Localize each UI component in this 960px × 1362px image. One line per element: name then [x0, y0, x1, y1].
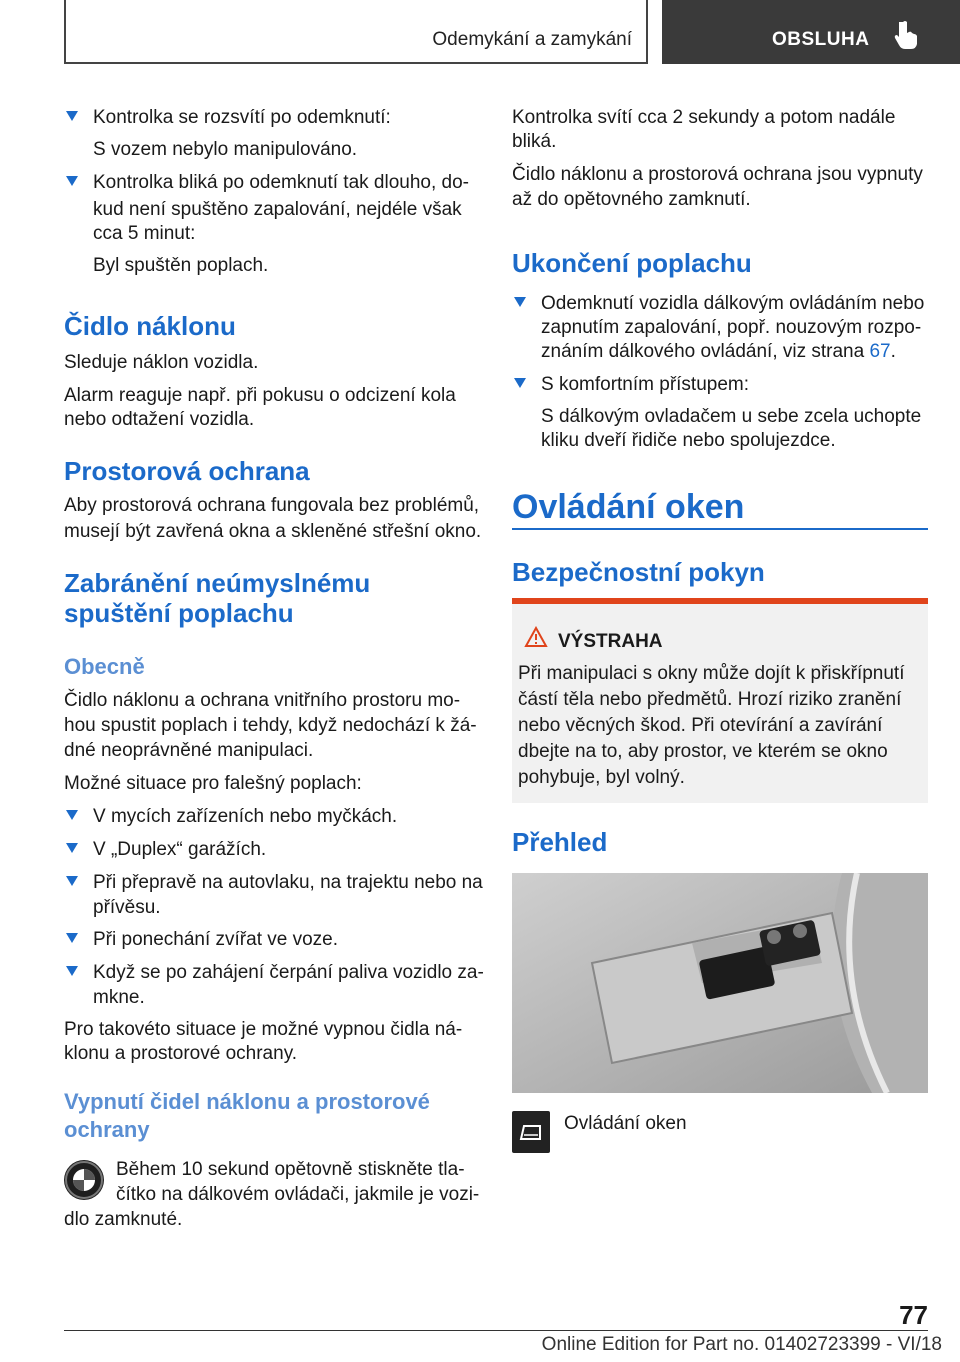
warning-text-l5: pohybuje, byl volný. — [518, 767, 685, 788]
bullet-triangle-icon — [66, 876, 78, 886]
heading-prevent-alarm-l2: spuštění poplachu — [64, 598, 294, 628]
end-alarm-2-sub-l1: S dálkovým ovladačem u sebe zcela uchopte — [541, 406, 922, 427]
chapter-title: OBSLUHA — [772, 29, 870, 50]
bullet-triangle-icon — [514, 378, 526, 388]
header-section-tab — [64, 0, 648, 64]
bullet-triangle-icon — [66, 810, 78, 820]
situation-5-l2: mkne. — [93, 987, 145, 1008]
bullet-lamp-flash-l3: cca 5 minut: — [93, 223, 196, 244]
switch-off-text-l3: dlo zamknuté. — [64, 1209, 183, 1230]
deactivation-text-l1: Pro takovéto situace je možné vypnou čidla ná‐ — [64, 1019, 463, 1040]
end-alarm-1-l1: Odemknutí vozidla dálkovým ovládáním nebo — [541, 293, 925, 314]
bmw-key-icon — [64, 1160, 104, 1200]
lamp-text-l1: Kontrolka svítí cca 2 sekundy a potom nadále — [512, 107, 896, 128]
deactivation-text-l2: klonu a prostorové ochrany. — [64, 1043, 298, 1064]
section-title: Odemykání a zamykání — [432, 29, 632, 50]
photo-caption: Ovládání oken — [564, 1113, 687, 1134]
bullet-lamp-on: Kontrolka se rozsvítí po odemknutí: — [93, 107, 391, 128]
bullet-lamp-flash-result: Byl spuštěn poplach. — [93, 255, 269, 276]
bullet-triangle-icon — [514, 297, 526, 307]
end-alarm-1-l2: zapnutím zapalování, popř. nouzovým rozpo‐ — [541, 317, 922, 338]
heading-prevent-alarm-l1: Zabránění neúmyslnému — [64, 568, 371, 598]
warning-title: VÝSTRAHA — [558, 631, 663, 652]
bullet-triangle-icon — [66, 111, 78, 121]
tilt-text-1: Sleduje náklon vozidla. — [64, 352, 259, 373]
warning-text-l1: Při manipulaci s okny může dojít k přiskřípnutí — [518, 663, 905, 684]
general-text-l2: hou spustit poplach i tehdy, když nedochází k žá‐ — [64, 715, 477, 736]
general-text-l1: Čidlo náklonu a ochrana vnitřního prostoru mo‐ — [64, 690, 461, 711]
window-switch-photo — [512, 873, 928, 1093]
bullet-lamp-on-result: S vozem nebylo manipulováno. — [93, 139, 358, 160]
heading-switch-off-l2: ochrany — [64, 1117, 150, 1142]
general-text-l3: dné neoprávněné manipulaci. — [64, 740, 314, 761]
sensors-off-text-l1: Čidlo náklonu a prostorová ochrana jsou vypnuty — [512, 164, 923, 185]
bullet-triangle-icon — [66, 176, 78, 186]
bullet-triangle-icon — [66, 966, 78, 976]
heading-safety-note: Bezpečnostní pokyn — [512, 557, 765, 587]
heading-interior-protection: Prostorová ochrana — [64, 456, 310, 486]
warning-triangle-icon — [524, 626, 548, 648]
interior-text-l1: Aby prostorová ochrana fungovala bez problémů, — [64, 495, 480, 516]
situation-1: V mycích zařízeních nebo myčkách. — [93, 806, 398, 827]
warning-text-l2: částí těla nebo předmětů. Hrozí riziko zranění — [518, 689, 902, 710]
heading-switch-off-l1: Vypnutí čidel náklonu a prostorové — [64, 1089, 430, 1114]
end-alarm-1-l3 — [541, 338, 896, 365]
situation-3-l1: Při přepravě na autovlaku, na trajektu nebo na — [93, 872, 483, 893]
tilt-text-2-l1: Alarm reaguje např. při pokusu o odcizení kola — [64, 385, 456, 406]
situation-5-l1: Když se po zahájení čerpání paliva vozidlo za‐ — [93, 962, 484, 983]
page-number: 77 — [899, 1300, 928, 1330]
lamp-text-l2: bliká. — [512, 131, 557, 152]
bullet-lamp-flash-l1: Kontrolka bliká po odemknutí tak dlouho, do‐ — [93, 172, 470, 193]
warning-text-l3: nebo věcných škod. Při otevírání a zavírání — [518, 715, 883, 736]
situation-2: V „Duplex“ garážích. — [93, 839, 267, 860]
situation-3-l2: přívěsu. — [93, 897, 161, 918]
end-alarm-2: S komfortním přístupem: — [541, 374, 750, 395]
bullet-lamp-flash-l2: kud není spuštěno zapalování, nejdéle však — [93, 199, 462, 220]
footer-divider — [64, 1330, 928, 1331]
heading-general: Obecně — [64, 654, 145, 679]
interior-text-l2: musejí být zavřená okna a skleněné střešní okno. — [64, 521, 482, 542]
tilt-text-2-l2: nebo odtažení vozidla. — [64, 409, 255, 430]
heading-tilt-sensor: Čidlo náklonu — [64, 311, 236, 341]
heading-end-alarm: Ukončení poplachu — [512, 248, 752, 278]
end-alarm-2-sub-l2: kliku dveří řidiče nebo spolujezdce. — [541, 430, 836, 451]
switch-off-text-l2: čítko na dálkovém ovládači, jakmile je vozi‐ — [116, 1184, 480, 1205]
end-alarm-1-l3-text: znáním dálkového ovládání, viz strana — [541, 341, 865, 362]
window-switch-icon — [512, 1111, 550, 1153]
header-chapter-tab — [662, 0, 960, 64]
bullet-triangle-icon — [66, 843, 78, 853]
heading-underline — [512, 528, 928, 530]
situation-4: Při ponechání zvířat ve voze. — [93, 929, 339, 950]
edition-footer: Online Edition for Part no. 01402723399 - VI/18 — [541, 1334, 942, 1355]
warning-box — [512, 598, 928, 803]
hand-pointer-icon — [894, 20, 920, 50]
page-link-67[interactable]: 67 — [869, 341, 891, 362]
switch-off-text-l1: Během 10 sekund opětovně stiskněte tla‐ — [116, 1159, 465, 1180]
bullet-triangle-icon — [66, 933, 78, 943]
situations-intro: Možné situace pro falešný poplach: — [64, 773, 362, 794]
end-alarm-1-dot: . — [890, 341, 896, 362]
heading-overview: Přehled — [512, 827, 608, 857]
warning-text-l4: dbejte na to, aby prostor, ve kterém se okno — [518, 741, 888, 762]
sensors-off-text-l2: až do opětovného zamknutí. — [512, 189, 751, 210]
heading-window-control: Ovládání oken — [512, 488, 745, 526]
